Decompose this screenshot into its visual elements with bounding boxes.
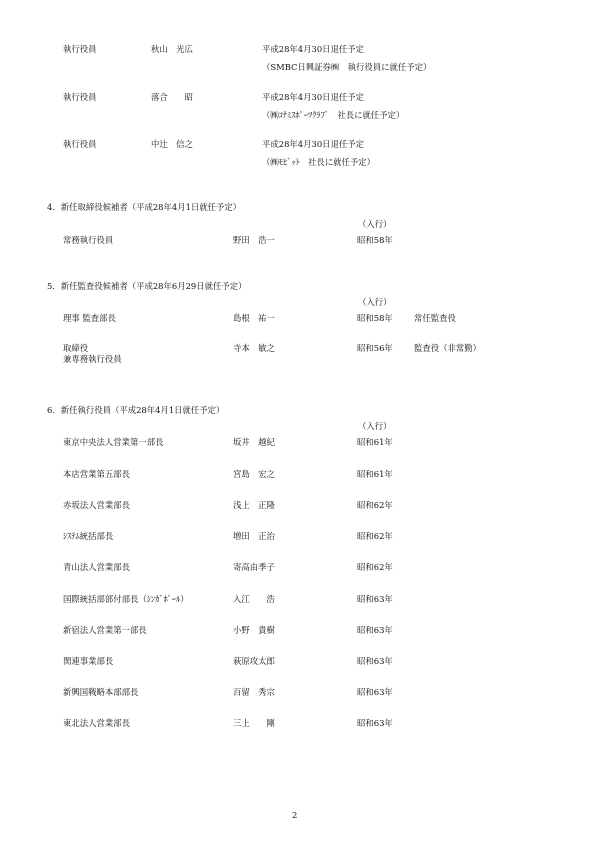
- retiring-1-note2: （㈱ｺﾅﾐｽﾎﾟｰﾂｸﾗﾌﾞ 社長に就任予定）: [262, 110, 405, 120]
- retiring-1-title: 執行役員: [63, 92, 97, 102]
- section-5-row-1-joined: 昭和56年: [357, 343, 393, 353]
- section-6-row-7-name: 萩原攻太郎: [233, 656, 275, 666]
- section-6-row-0-joined: 昭和61年: [357, 437, 393, 447]
- section-5-row-1-name: 寺本 敏之: [233, 343, 275, 353]
- section-6-join-header: （入行）: [358, 421, 392, 431]
- retiring-0-name: 秋山 光広: [151, 44, 193, 54]
- section-6-row-5-name: 入江 浩: [233, 594, 275, 604]
- section-6-heading: 6．新任執行役員（平成28年4月1日就任予定）: [47, 405, 225, 415]
- section-5-row-0-name: 島根 祐一: [233, 313, 275, 323]
- section-6-row-0-name: 坂井 越紀: [233, 437, 275, 447]
- section-6-row-3-joined: 昭和62年: [357, 531, 393, 541]
- section-6-row-4-title: 青山法人営業部長: [63, 562, 130, 572]
- section-6-row-9-joined: 昭和63年: [357, 718, 393, 728]
- section-6-row-6-joined: 昭和63年: [357, 625, 393, 635]
- retiring-1-name: 落合 昭: [151, 92, 193, 102]
- section-5-row-0-joined: 昭和58年: [357, 313, 393, 323]
- section-4-join-header: （入行）: [358, 219, 392, 229]
- retiring-0-note2: （SMBC日興証券㈱ 執行役員に就任予定）: [262, 62, 432, 72]
- section-5-heading: 5．新任監査役候補者（平成28年6月29日就任予定）: [47, 281, 247, 291]
- section-4-row-0-name: 野田 浩一: [233, 235, 275, 245]
- section-5-row-1-title2: 兼専務執行役員: [63, 354, 122, 364]
- retiring-0-note1: 平成28年4月30日退任予定: [262, 44, 365, 54]
- section-6-row-6-name: 小野 貴樹: [233, 625, 275, 635]
- section-6-row-5-title: 国際統括部部付部長（ｼﾝｶﾞﾎﾟｰﾙ）: [63, 594, 189, 604]
- section-6-row-8-title: 新興国戦略本部部長: [63, 687, 139, 697]
- section-6-row-9-title: 東北法人営業部長: [63, 718, 130, 728]
- retiring-1-note1: 平成28年4月30日退任予定: [262, 92, 365, 102]
- section-6-row-4-joined: 昭和62年: [357, 562, 393, 572]
- section-6-row-9-name: 三上 剛: [233, 718, 275, 728]
- retiring-2-title: 執行役員: [63, 139, 97, 149]
- section-6-row-1-name: 宮島 宏之: [233, 469, 275, 479]
- retiring-2-note1: 平成28年4月30日退任予定: [262, 139, 365, 149]
- section-6-row-7-title: 関連事業部長: [63, 656, 114, 666]
- section-6-row-2-title: 赤坂法人営業部長: [63, 500, 130, 510]
- section-6-row-2-joined: 昭和62年: [357, 500, 393, 510]
- section-6-row-2-name: 浅上 正隆: [233, 500, 275, 510]
- section-5-row-1-new-role: 監査役（非常勤）: [414, 343, 481, 353]
- section-5-row-1-title: 取締役: [63, 343, 89, 353]
- retiring-0-title: 執行役員: [63, 44, 97, 54]
- section-6-row-1-joined: 昭和61年: [357, 469, 393, 479]
- section-5-join-header: （入行）: [358, 297, 392, 307]
- section-6-row-4-name: 寄高由季子: [233, 562, 275, 572]
- section-5-row-0-title: 理事 監査部長: [63, 313, 116, 323]
- section-4-row-0-joined: 昭和58年: [357, 235, 393, 245]
- section-6-row-1-title: 本店営業第五部長: [63, 469, 130, 479]
- section-6-row-0-title: 東京中央法人営業第一部長: [63, 437, 164, 447]
- section-6-row-3-title: ｼｽﾃﾑ統括部長: [63, 531, 114, 541]
- retiring-2-note2: （㈱ﾓﾋﾞｯﾄ 社長に就任予定）: [262, 157, 376, 167]
- section-6-row-3-name: 増田 正治: [233, 531, 275, 541]
- section-6-row-6-title: 新宿法人営業第一部長: [63, 625, 147, 635]
- section-6-row-5-joined: 昭和63年: [357, 594, 393, 604]
- section-4-row-0-title: 常務執行役員: [63, 235, 114, 245]
- retiring-2-name: 中辻 信之: [151, 139, 193, 149]
- page-number: 2: [292, 810, 298, 820]
- section-6-row-8-joined: 昭和63年: [357, 687, 393, 697]
- section-6-row-7-joined: 昭和63年: [357, 656, 393, 666]
- section-6-row-8-name: 百留 秀宗: [233, 687, 275, 697]
- section-5-row-0-new-role: 常任監査役: [414, 313, 456, 323]
- section-4-heading: 4．新任取締役候補者（平成28年4月1日就任予定）: [47, 202, 242, 212]
